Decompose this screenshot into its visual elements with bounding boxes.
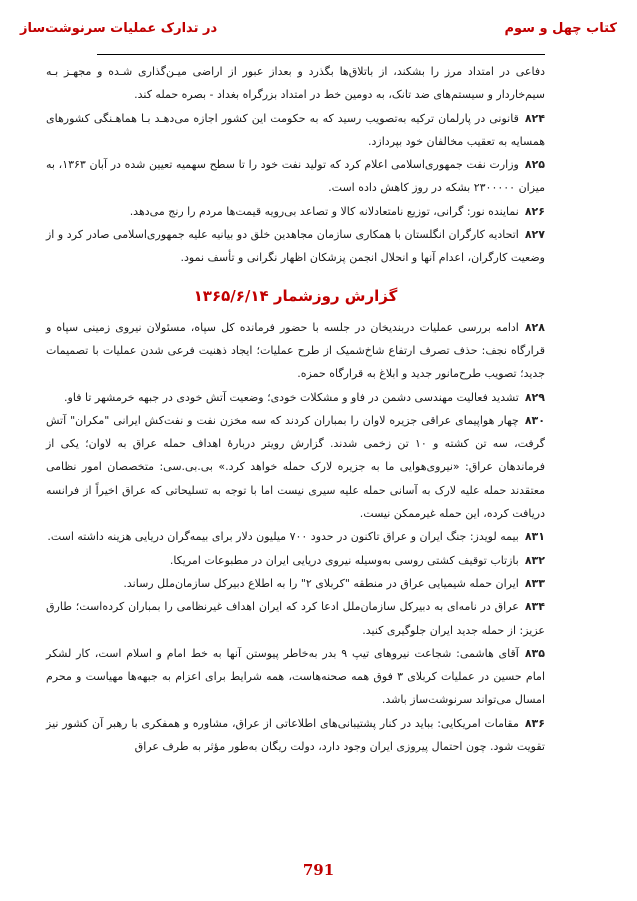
item-text: ادامه بررسی عملیات دربندیخان در جلسه با حضور فرمانده کل سپاه، مسئولان نیروی زمینی سپاه و قرارگاه نجف: حذف تصرف ارتفاع شاخ‌شمیک از طرح عملیات؛ ایجاد ذهنیت فرعی شدن عملیات با تصمیمات جدید؛ تصویب طرح‌مانور جدید و ابلاغ به قرارگاه حمزه. (46, 320, 545, 381)
item-text: نماینده نور: گرانی، توزیع نامتعادلانه کالا و تصاعد بی‌رویه قیمت‌ها مردم را رنج می‌دهد. (129, 204, 519, 218)
item-number: ۸۳۵ (524, 646, 545, 660)
items-before (46, 107, 545, 270)
item-text: بازتاب توقیف کشتی روسی به‌وسیله نیروی دریایی ایران در مطبوعات امریکا. (169, 553, 519, 567)
item-number: ۸۲۵ (524, 158, 546, 172)
item-number: ۸۳۰ (524, 413, 545, 427)
item-text: تشدید فعالیت مهندسی دشمن در فاو و مشکلات خودی؛ وضعیت آتش خودی در جبهه خرمشهر تا فاو. (64, 390, 519, 404)
news-item (46, 525, 545, 548)
news-item (46, 200, 545, 223)
page-number: 791 (302, 861, 335, 879)
news-item (46, 642, 545, 712)
item-number: ۸۲۸ (524, 320, 545, 334)
news-item (46, 572, 545, 595)
item-number: ۸۳۳ (524, 576, 545, 590)
item-text: اتحادیه کارگران انگلستان با همکاری سازمان مجاهدین خلق دو بیانیه علیه جمهوری‌اسلامی صادر کرد و از وضعیت کارگران، اعدام آنها و انحلال انجمن پزشکان اظهار نگرانی و تأسف نمود. (46, 228, 545, 265)
page-header (20, 17, 617, 39)
item-text: آقای هاشمی: شجاعت نیروهای تیپ ۹ بدر به‌خاطر پیوستن آنها به خط امام و اسلام است، کار لشکر امام حسین در عملیات کربلای ۳ فوق همه صحنه‌هاست، همه شرایط برای اعزام به جبهه‌ها مهیاست و محرم امسال می‌تواند سرنوشت‌ساز باشد. (46, 646, 545, 707)
news-item (46, 386, 545, 409)
news-item (46, 107, 545, 154)
item-text: بیمه لویدز: جنگ ایران و عراق تاکنون در حدود ۷۰۰ میلیون دلار برای بیمه‌گران دریایی هزینه داشته است. (47, 530, 519, 544)
items-after (46, 316, 545, 759)
report-title: گزارش روزشمار ۱۳۶۵/۶/۱۴ (193, 286, 398, 305)
news-item (46, 409, 545, 525)
item-number: ۸۳۶ (524, 716, 545, 730)
item-text: ایران حمله شیمیایی عراق در منطقه "کربلای ۲" را به اطلاع دبیرکل سازمان‌ملل رساند. (123, 576, 519, 590)
news-item (46, 153, 545, 200)
item-number: ۸۳۱ (524, 530, 545, 544)
page-body (46, 60, 545, 758)
news-item (46, 595, 545, 642)
item-number: ۸۲۹ (524, 390, 545, 404)
book-title: کتاب چهل و سوم (504, 20, 617, 36)
item-number: ۸۳۴ (524, 600, 545, 614)
item-number: ۸۲۴ (524, 111, 545, 125)
item-number: ۸۳۲ (524, 553, 545, 567)
item-text: مقامات امریکایی: بباید در کنار پشتیبانی‌های اطلاعاتی از عراق، مشاوره و همفکری با رهبر آن کشور نیز تقویت شود. چون احتمال پیروزی ایران وجود دارد، دولت ریگان به‌طور مؤثر به طرف عراق (46, 716, 545, 754)
header-rule (97, 54, 545, 55)
section-title: در تدارک عملیات سرنوشت‌ساز (20, 20, 218, 36)
news-item (46, 223, 545, 270)
item-text: قانونی در پارلمان ترکیه به‌تصویب رسید که به حکومت این کشور اجازه می‌دهـد بـا هماهـنگی کشورهای همسایه به تعقیب مخالفان خود بپردازد. (46, 111, 545, 148)
item-text: عراق در نامه‌ای به دبیرکل سازمان‌ملل ادعا کرد که ایران اهداف غیرنظامی را بمباران کرده‌است؛ طارق عزیز: از حمله جدید ایران جلوگیری کنید. (46, 600, 545, 637)
news-item (46, 712, 545, 759)
news-item (46, 549, 545, 572)
item-number: ۸۲۶ (524, 204, 545, 218)
news-item (46, 316, 545, 386)
item-text: چهار هواپیمای عراقی جزیره لاوان را بمباران کردند که سه مخزن نفت و نفت‌کش ایرانی "مکران" آتش گرفت، سه تن کشته و ۱۰ تن زخمی شدند. گزارش رویتر دربارهٔ اهداف حمله عراق به لاوان؛ یکی از فرماندهان عراق: «نیروی‌هوایی ما به جزیره لارک حمله خواهد کرد.» بی.بی.سی: متخصصان امور نظامی معتقدند حمله علیه لارک به آسانی حمله علیه سیری نیست اما با توجه به تسلیحاتی که عراق اخیراً از فرانسه دریافت کرده، این حمله غیرممکن نیست. (46, 413, 545, 521)
intro-continuation: دفاعی در امتداد مرز را بشکند، از باتلاق‌ها بگذرد و بعداز عبور از اراضی میـن‌گذاری شـده و مجهـز بـه سیم‌خاردار و سیستم‌های ضد تانک، به دومین خط در امتداد بزرگراه بغداد - بصره حمله کند. (46, 65, 545, 102)
item-number: ۸۲۷ (524, 228, 545, 242)
item-text: وزارت نفت جمهوری‌اسلامی اعلام کرد که تولید نفت خود را تا سطح سهمیه تعیین شده در آبان ۱۳۶۳، به میزان ۲۳۰۰۰۰۰ بشکه در روز کاهش داده است. (46, 158, 545, 195)
